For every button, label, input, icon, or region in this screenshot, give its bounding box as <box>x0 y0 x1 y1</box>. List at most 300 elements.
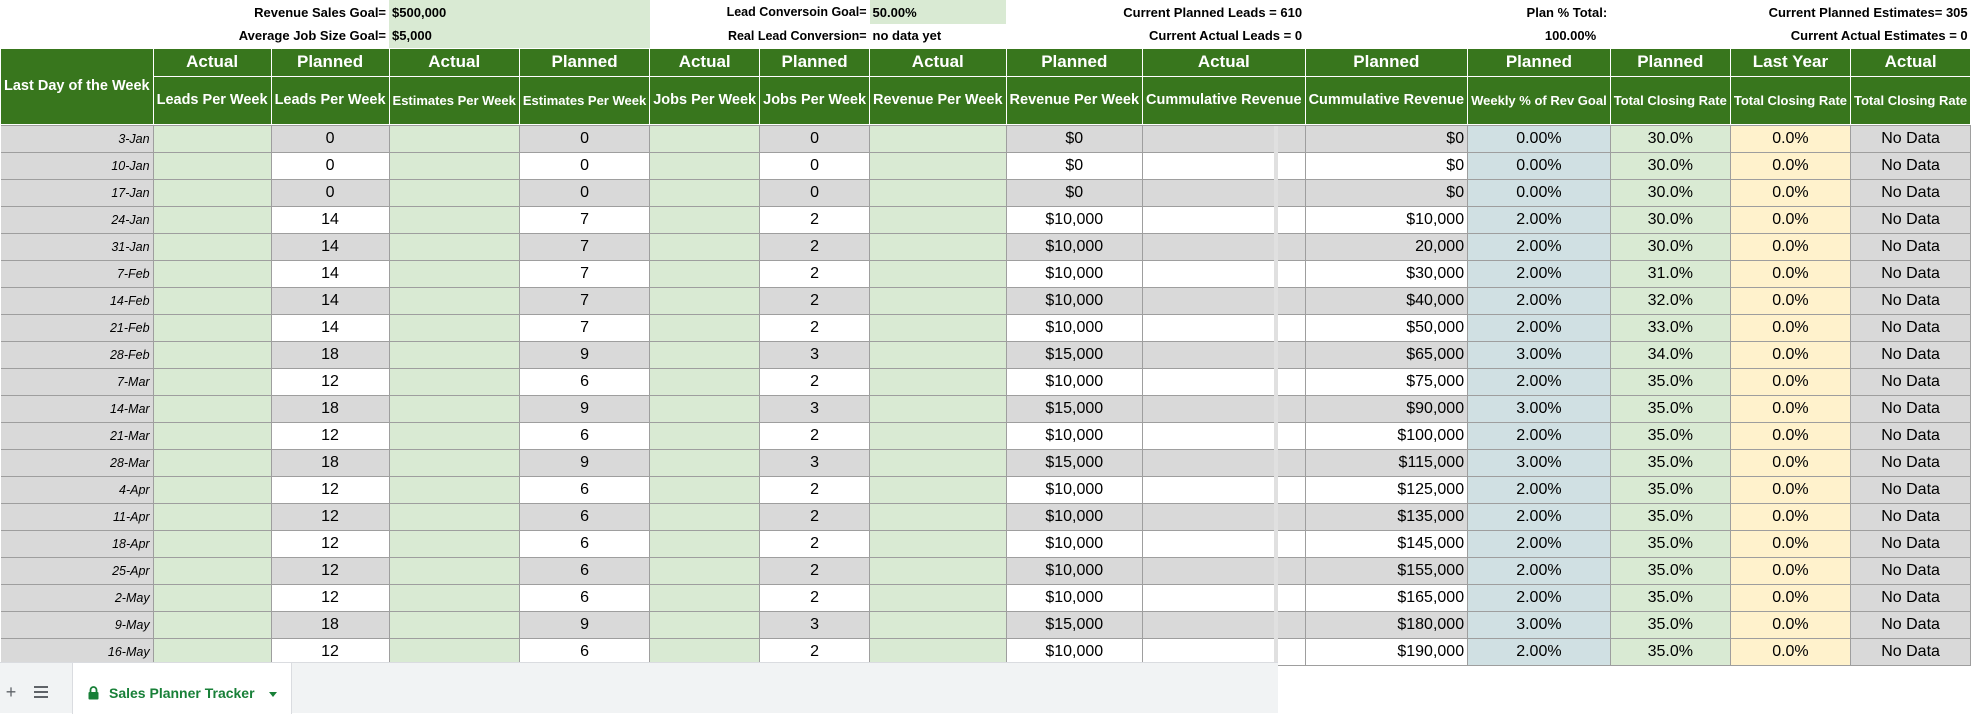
actual-closing-rate-cell[interactable]: No Data <box>1851 125 1971 152</box>
actual-jobs-cell[interactable] <box>650 233 760 260</box>
actual-closing-rate-cell[interactable]: No Data <box>1851 584 1971 611</box>
actual-revenue-cell[interactable] <box>870 395 1007 422</box>
weekly-pct-goal-cell[interactable]: 3.00% <box>1468 395 1611 422</box>
actual-revenue-cell[interactable] <box>870 476 1007 503</box>
actual-leads-cell[interactable] <box>153 179 271 206</box>
actual-revenue-cell[interactable] <box>870 125 1007 152</box>
planned-revenue-cell[interactable]: $0 <box>1006 152 1143 179</box>
planned-closing-rate-cell[interactable]: 35.0% <box>1610 584 1730 611</box>
actual-closing-rate-cell[interactable]: No Data <box>1851 611 1971 638</box>
actual-cumulative-revenue-cell[interactable] <box>1143 584 1306 611</box>
actual-revenue-cell[interactable] <box>870 260 1007 287</box>
planned-leads-cell[interactable]: 18 <box>271 611 389 638</box>
planned-leads-cell[interactable]: 0 <box>271 152 389 179</box>
actual-revenue-cell[interactable] <box>870 368 1007 395</box>
vertical-scrollbar[interactable] <box>1274 126 1278 662</box>
actual-cumulative-revenue-cell[interactable] <box>1143 638 1306 665</box>
actual-revenue-cell[interactable] <box>870 503 1007 530</box>
actual-leads-cell[interactable] <box>153 368 271 395</box>
actual-leads-cell[interactable] <box>153 314 271 341</box>
planned-closing-rate-cell[interactable]: 32.0% <box>1610 287 1730 314</box>
planned-cumulative-revenue-cell[interactable]: $65,000 <box>1305 341 1468 368</box>
actual-cumulative-revenue-cell[interactable] <box>1143 449 1306 476</box>
planned-leads-cell[interactable]: 12 <box>271 584 389 611</box>
planned-revenue-cell[interactable]: $0 <box>1006 125 1143 152</box>
real-lead-conversion-value: no data yet <box>872 28 942 44</box>
planned-leads-cell[interactable]: 0 <box>271 179 389 206</box>
planned-closing-rate-cell[interactable]: 35.0% <box>1610 422 1730 449</box>
caret-down-icon[interactable] <box>269 692 277 697</box>
weekly-pct-goal-cell[interactable]: 3.00% <box>1468 341 1611 368</box>
actual-jobs-cell[interactable] <box>650 638 760 665</box>
last-year-closing-rate-cell[interactable]: 0.0% <box>1730 611 1850 638</box>
planned-estimates-cell[interactable]: 7 <box>519 287 649 314</box>
planned-closing-rate-cell[interactable]: 30.0% <box>1610 179 1730 206</box>
planned-cumulative-revenue-cell[interactable]: $115,000 <box>1305 449 1468 476</box>
planned-closing-rate-cell[interactable]: 30.0% <box>1610 233 1730 260</box>
sheet-tab-sales-planner[interactable] <box>72 663 292 714</box>
planned-closing-rate-cell[interactable]: 30.0% <box>1610 152 1730 179</box>
actual-estimates-cell[interactable] <box>389 395 519 422</box>
actual-cumulative-revenue-cell[interactable] <box>1143 233 1306 260</box>
last-year-closing-rate-cell[interactable]: 0.0% <box>1730 557 1850 584</box>
actual-closing-rate-cell[interactable]: No Data <box>1851 341 1971 368</box>
last-year-closing-rate-cell[interactable]: 0.0% <box>1730 314 1850 341</box>
actual-leads-cell[interactable] <box>153 287 271 314</box>
actual-estimates-cell[interactable] <box>389 125 519 152</box>
actual-closing-rate-cell[interactable]: No Data <box>1851 206 1971 233</box>
planned-jobs-cell[interactable]: 2 <box>760 557 870 584</box>
planned-revenue-cell[interactable]: $10,000 <box>1006 287 1143 314</box>
actual-jobs-cell[interactable] <box>650 530 760 557</box>
actual-revenue-cell[interactable] <box>870 341 1007 368</box>
weekly-pct-goal-cell[interactable]: 0.00% <box>1468 125 1611 152</box>
actual-closing-rate-cell[interactable]: No Data <box>1851 233 1971 260</box>
actual-leads-cell[interactable] <box>153 530 271 557</box>
actual-revenue-cell[interactable] <box>870 557 1007 584</box>
planned-jobs-cell[interactable]: 0 <box>760 125 870 152</box>
actual-cumulative-revenue-cell[interactable] <box>1143 287 1306 314</box>
actual-jobs-cell[interactable] <box>650 152 760 179</box>
actual-jobs-cell[interactable] <box>650 260 760 287</box>
planned-jobs-cell[interactable]: 3 <box>760 449 870 476</box>
planned-revenue-cell[interactable]: $15,000 <box>1006 611 1143 638</box>
planned-closing-rate-cell[interactable]: 30.0% <box>1610 206 1730 233</box>
planned-leads-cell[interactable]: 12 <box>271 530 389 557</box>
planned-revenue-cell[interactable]: $10,000 <box>1006 476 1143 503</box>
planned-cumulative-revenue-cell[interactable]: $40,000 <box>1305 287 1468 314</box>
planned-jobs-cell[interactable]: 3 <box>760 611 870 638</box>
actual-revenue-cell[interactable] <box>870 233 1007 260</box>
actual-leads-total: Current Actual Leads = 0 <box>1149 28 1303 44</box>
planned-jobs-cell[interactable]: 3 <box>760 341 870 368</box>
actual-estimates-cell[interactable] <box>389 449 519 476</box>
planned-estimates-cell[interactable]: 7 <box>519 206 649 233</box>
weekly-pct-goal-cell[interactable]: 2.00% <box>1468 557 1611 584</box>
actual-jobs-cell[interactable] <box>650 125 760 152</box>
actual-closing-rate-cell[interactable]: No Data <box>1851 449 1971 476</box>
planned-cumulative-revenue-cell[interactable]: $135,000 <box>1305 503 1468 530</box>
planned-estimates-cell[interactable]: 6 <box>519 503 649 530</box>
actual-jobs-cell[interactable] <box>650 503 760 530</box>
last-year-closing-rate-cell[interactable]: 0.0% <box>1730 395 1850 422</box>
actual-jobs-cell[interactable] <box>650 314 760 341</box>
planned-jobs-cell[interactable]: 2 <box>760 476 870 503</box>
actual-leads-cell[interactable] <box>153 584 271 611</box>
actual-leads-cell[interactable] <box>153 206 271 233</box>
planned-jobs-cell[interactable]: 2 <box>760 638 870 665</box>
planned-revenue-cell[interactable]: $10,000 <box>1006 314 1143 341</box>
actual-revenue-cell[interactable] <box>870 179 1007 206</box>
week-date-cell: 10-Jan <box>1 152 154 179</box>
planned-jobs-cell[interactable]: 2 <box>760 314 870 341</box>
planned-jobs-cell[interactable]: 2 <box>760 287 870 314</box>
actual-leads-cell[interactable] <box>153 449 271 476</box>
planned-leads-cell[interactable]: 12 <box>271 557 389 584</box>
planned-jobs-cell[interactable]: 3 <box>760 395 870 422</box>
weekly-pct-goal-cell[interactable]: 3.00% <box>1468 611 1611 638</box>
col-header-1: Actual <box>870 48 1007 76</box>
actual-estimates-cell[interactable] <box>389 233 519 260</box>
planned-cumulative-revenue-cell[interactable]: $10,000 <box>1305 206 1468 233</box>
last-year-closing-rate-cell[interactable]: 0.0% <box>1730 368 1850 395</box>
actual-revenue-cell[interactable] <box>870 422 1007 449</box>
planned-jobs-cell[interactable]: 2 <box>760 530 870 557</box>
actual-estimates-cell[interactable] <box>389 206 519 233</box>
actual-leads-cell[interactable] <box>153 233 271 260</box>
planned-leads-cell[interactable]: 12 <box>271 503 389 530</box>
actual-cumulative-revenue-cell[interactable] <box>1143 503 1306 530</box>
actual-revenue-cell[interactable] <box>870 611 1007 638</box>
actual-closing-rate-cell[interactable]: No Data <box>1851 503 1971 530</box>
last-year-closing-rate-cell[interactable]: 0.0% <box>1730 260 1850 287</box>
planned-closing-rate-cell[interactable]: 30.0% <box>1610 125 1730 152</box>
planned-cumulative-revenue-cell[interactable]: $180,000 <box>1305 611 1468 638</box>
last-year-closing-rate-cell[interactable]: 0.0% <box>1730 584 1850 611</box>
weekly-pct-goal-cell[interactable]: 2.00% <box>1468 260 1611 287</box>
planned-closing-rate-cell[interactable]: 34.0% <box>1610 341 1730 368</box>
avg-job-size-value[interactable]: $5,000 <box>389 24 650 48</box>
actual-estimates-cell[interactable] <box>389 368 519 395</box>
sheet-tab-label: Sales Planner Tracker <box>109 685 255 701</box>
planned-estimates-cell[interactable]: 6 <box>519 476 649 503</box>
planned-estimates-cell[interactable]: 0 <box>519 152 649 179</box>
actual-closing-rate-cell[interactable]: No Data <box>1851 179 1971 206</box>
planned-closing-rate-cell[interactable]: 35.0% <box>1610 611 1730 638</box>
actual-estimates-total: Current Actual Estimates = 0 <box>1790 28 1968 44</box>
last-year-closing-rate-cell[interactable]: 0.0% <box>1730 125 1850 152</box>
actual-jobs-cell[interactable] <box>650 341 760 368</box>
col-header-2: Leads Per Week <box>271 76 389 124</box>
actual-closing-rate-cell[interactable]: No Data <box>1851 368 1971 395</box>
planned-leads-cell[interactable]: 14 <box>271 260 389 287</box>
weekly-pct-goal-cell[interactable]: 0.00% <box>1468 179 1611 206</box>
weekly-pct-goal-cell[interactable]: 2.00% <box>1468 422 1611 449</box>
actual-jobs-cell[interactable] <box>650 449 760 476</box>
planned-cumulative-revenue-cell[interactable]: $190,000 <box>1305 638 1468 665</box>
planned-closing-rate-cell[interactable]: 33.0% <box>1610 314 1730 341</box>
planned-revenue-cell[interactable]: $10,000 <box>1006 530 1143 557</box>
last-year-closing-rate-cell[interactable]: 0.0% <box>1730 422 1850 449</box>
last-year-closing-rate-cell[interactable]: 0.0% <box>1730 233 1850 260</box>
weekly-pct-goal-cell[interactable]: 2.00% <box>1468 314 1611 341</box>
actual-leads-cell[interactable] <box>153 422 271 449</box>
weekly-pct-goal-cell[interactable]: 0.00% <box>1468 152 1611 179</box>
actual-closing-rate-cell[interactable]: No Data <box>1851 557 1971 584</box>
actual-closing-rate-cell[interactable]: No Data <box>1851 260 1971 287</box>
planned-revenue-cell[interactable]: $10,000 <box>1006 233 1143 260</box>
planned-revenue-cell[interactable]: $0 <box>1006 179 1143 206</box>
weekly-pct-goal-cell[interactable]: 2.00% <box>1468 584 1611 611</box>
planned-estimates-cell[interactable]: 9 <box>519 611 649 638</box>
planned-revenue-cell[interactable]: $15,000 <box>1006 341 1143 368</box>
actual-jobs-cell[interactable] <box>650 179 760 206</box>
planned-leads-cell[interactable]: 14 <box>271 206 389 233</box>
planned-jobs-cell[interactable]: 2 <box>760 260 870 287</box>
weekly-pct-goal-cell[interactable]: 2.00% <box>1468 287 1611 314</box>
actual-cumulative-revenue-cell[interactable] <box>1143 260 1306 287</box>
planned-revenue-cell[interactable]: $10,000 <box>1006 368 1143 395</box>
planned-jobs-cell[interactable]: 2 <box>760 503 870 530</box>
actual-cumulative-revenue-cell[interactable] <box>1143 179 1306 206</box>
actual-estimates-cell[interactable] <box>389 287 519 314</box>
actual-revenue-cell[interactable] <box>870 638 1007 665</box>
actual-revenue-cell[interactable] <box>870 584 1007 611</box>
planned-cumulative-revenue-cell[interactable]: $145,000 <box>1305 530 1468 557</box>
actual-estimates-cell[interactable] <box>389 179 519 206</box>
planned-estimates-cell[interactable]: 6 <box>519 368 649 395</box>
actual-cumulative-revenue-cell[interactable] <box>1143 152 1306 179</box>
actual-leads-cell[interactable] <box>153 395 271 422</box>
actual-cumulative-revenue-cell[interactable] <box>1143 476 1306 503</box>
planned-leads-cell[interactable]: 12 <box>271 368 389 395</box>
planned-cumulative-revenue-cell[interactable]: $165,000 <box>1305 584 1468 611</box>
planned-leads-cell[interactable]: 12 <box>271 422 389 449</box>
actual-estimates-cell[interactable] <box>389 314 519 341</box>
planned-revenue-cell[interactable]: $10,000 <box>1006 422 1143 449</box>
planned-closing-rate-cell[interactable]: 35.0% <box>1610 395 1730 422</box>
planned-estimates-cell[interactable]: 6 <box>519 638 649 665</box>
actual-leads-cell[interactable] <box>153 503 271 530</box>
actual-closing-rate-cell[interactable]: No Data <box>1851 476 1971 503</box>
planned-cumulative-revenue-cell[interactable]: $0 <box>1305 179 1468 206</box>
planned-revenue-cell[interactable]: $10,000 <box>1006 638 1143 665</box>
planned-estimates-cell[interactable]: 9 <box>519 395 649 422</box>
plus-icon[interactable]: + <box>5 682 17 702</box>
planned-cumulative-revenue-cell[interactable]: $50,000 <box>1305 314 1468 341</box>
actual-closing-rate-cell[interactable]: No Data <box>1851 638 1971 665</box>
last-year-closing-rate-cell[interactable]: 0.0% <box>1730 287 1850 314</box>
planned-cumulative-revenue-cell[interactable]: $100,000 <box>1305 422 1468 449</box>
weekly-pct-goal-cell[interactable]: 2.00% <box>1468 503 1611 530</box>
planned-revenue-cell[interactable]: $10,000 <box>1006 206 1143 233</box>
planned-closing-rate-cell[interactable]: 35.0% <box>1610 449 1730 476</box>
planned-leads-cell[interactable]: 12 <box>271 638 389 665</box>
planned-leads-cell[interactable]: 14 <box>271 233 389 260</box>
actual-estimates-cell[interactable] <box>389 152 519 179</box>
planned-jobs-cell[interactable]: 2 <box>760 368 870 395</box>
actual-estimates-cell[interactable] <box>389 503 519 530</box>
planned-revenue-cell[interactable]: $10,000 <box>1006 584 1143 611</box>
planned-estimates-cell[interactable]: 6 <box>519 530 649 557</box>
actual-jobs-cell[interactable] <box>650 206 760 233</box>
actual-leads-cell[interactable] <box>153 260 271 287</box>
actual-leads-cell[interactable] <box>153 557 271 584</box>
planned-closing-rate-cell[interactable]: 35.0% <box>1610 503 1730 530</box>
actual-estimates-cell[interactable] <box>389 422 519 449</box>
last-year-closing-rate-cell[interactable]: 0.0% <box>1730 206 1850 233</box>
actual-jobs-cell[interactable] <box>650 395 760 422</box>
weekly-pct-goal-cell[interactable]: 3.00% <box>1468 449 1611 476</box>
last-year-closing-rate-cell[interactable]: 0.0% <box>1730 449 1850 476</box>
actual-revenue-cell[interactable] <box>870 287 1007 314</box>
last-year-closing-rate-cell[interactable]: 0.0% <box>1730 152 1850 179</box>
actual-closing-rate-cell[interactable]: No Data <box>1851 314 1971 341</box>
planned-cumulative-revenue-cell[interactable]: $155,000 <box>1305 557 1468 584</box>
actual-leads-cell[interactable] <box>153 611 271 638</box>
planned-estimates-cell[interactable]: 6 <box>519 584 649 611</box>
last-year-closing-rate-cell[interactable]: 0.0% <box>1730 341 1850 368</box>
actual-estimates-cell[interactable] <box>389 341 519 368</box>
actual-leads-cell[interactable] <box>153 476 271 503</box>
actual-leads-cell[interactable] <box>153 125 271 152</box>
actual-jobs-cell[interactable] <box>650 368 760 395</box>
actual-jobs-cell[interactable] <box>650 584 760 611</box>
actual-cumulative-revenue-cell[interactable] <box>1143 557 1306 584</box>
plan-total-label: Plan % Total: <box>1526 4 1608 20</box>
actual-estimates-cell[interactable] <box>389 530 519 557</box>
actual-closing-rate-cell[interactable]: No Data <box>1851 287 1971 314</box>
actual-revenue-cell[interactable] <box>870 449 1007 476</box>
last-year-closing-rate-cell[interactable]: 0.0% <box>1730 503 1850 530</box>
actual-estimates-cell[interactable] <box>389 260 519 287</box>
week-date-cell: 9-May <box>1 611 154 638</box>
actual-cumulative-revenue-cell[interactable] <box>1143 395 1306 422</box>
weekly-pct-goal-cell[interactable]: 2.00% <box>1468 638 1611 665</box>
planned-cumulative-revenue-cell[interactable]: $90,000 <box>1305 395 1468 422</box>
actual-revenue-cell[interactable] <box>870 314 1007 341</box>
actual-revenue-cell[interactable] <box>870 206 1007 233</box>
planned-jobs-cell[interactable]: 2 <box>760 233 870 260</box>
planned-leads-cell[interactable]: 18 <box>271 449 389 476</box>
week-date-cell: 14-Feb <box>1 287 154 314</box>
planned-leads-cell[interactable]: 14 <box>271 287 389 314</box>
planned-cumulative-revenue-cell[interactable]: $0 <box>1305 125 1468 152</box>
planned-jobs-cell[interactable]: 0 <box>760 152 870 179</box>
planned-revenue-cell[interactable]: $10,000 <box>1006 503 1143 530</box>
plan-total-value: 100.00% <box>1544 28 1597 44</box>
planned-revenue-cell[interactable]: $15,000 <box>1006 395 1143 422</box>
planned-jobs-cell[interactable]: 2 <box>760 584 870 611</box>
planned-cumulative-revenue-cell[interactable]: $75,000 <box>1305 368 1468 395</box>
planned-estimates-cell[interactable]: 6 <box>519 557 649 584</box>
actual-leads-cell[interactable] <box>153 152 271 179</box>
planned-cumulative-revenue-cell[interactable]: $30,000 <box>1305 260 1468 287</box>
actual-jobs-cell[interactable] <box>650 422 760 449</box>
planned-closing-rate-cell[interactable]: 31.0% <box>1610 260 1730 287</box>
planned-cumulative-revenue-cell[interactable]: 20,000 <box>1305 233 1468 260</box>
planned-estimates-cell[interactable]: 7 <box>519 260 649 287</box>
actual-closing-rate-cell[interactable]: No Data <box>1851 530 1971 557</box>
planned-estimates-cell[interactable]: 0 <box>519 179 649 206</box>
planned-leads-cell[interactable]: 18 <box>271 341 389 368</box>
planned-leads-cell[interactable]: 14 <box>271 314 389 341</box>
planned-closing-rate-cell[interactable]: 35.0% <box>1610 476 1730 503</box>
menu-icon[interactable] <box>34 686 48 698</box>
planned-cumulative-revenue-cell[interactable]: $0 <box>1305 152 1468 179</box>
revenue-goal-value[interactable]: $500,000 <box>389 0 650 24</box>
last-year-closing-rate-cell[interactable]: 0.0% <box>1730 638 1850 665</box>
actual-closing-rate-cell[interactable]: No Data <box>1851 395 1971 422</box>
planned-leads-cell[interactable]: 0 <box>271 125 389 152</box>
actual-estimates-cell[interactable] <box>389 584 519 611</box>
last-year-closing-rate-cell[interactable]: 0.0% <box>1730 476 1850 503</box>
actual-jobs-cell[interactable] <box>650 287 760 314</box>
planned-estimates-cell[interactable]: 7 <box>519 314 649 341</box>
planned-closing-rate-cell[interactable]: 35.0% <box>1610 557 1730 584</box>
week-date-cell: 11-Apr <box>1 503 154 530</box>
actual-cumulative-revenue-cell[interactable] <box>1143 206 1306 233</box>
weekly-pct-goal-cell[interactable]: 2.00% <box>1468 476 1611 503</box>
planned-estimates-cell[interactable]: 6 <box>519 422 649 449</box>
actual-cumulative-revenue-cell[interactable] <box>1143 530 1306 557</box>
actual-closing-rate-cell[interactable]: No Data <box>1851 152 1971 179</box>
last-year-closing-rate-cell[interactable]: 0.0% <box>1730 179 1850 206</box>
last-year-closing-rate-cell[interactable]: 0.0% <box>1730 530 1850 557</box>
actual-estimates-cell[interactable] <box>389 557 519 584</box>
lead-conversion-goal-value[interactable]: 50.00% <box>870 0 1007 24</box>
weekly-pct-goal-cell[interactable]: 2.00% <box>1468 233 1611 260</box>
actual-jobs-cell[interactable] <box>650 611 760 638</box>
planned-jobs-cell[interactable]: 0 <box>760 179 870 206</box>
actual-estimates-cell[interactable] <box>389 638 519 665</box>
planned-closing-rate-cell[interactable]: 35.0% <box>1610 368 1730 395</box>
actual-jobs-cell[interactable] <box>650 476 760 503</box>
planned-estimates-cell[interactable]: 9 <box>519 341 649 368</box>
actual-cumulative-revenue-cell[interactable] <box>1143 125 1306 152</box>
planned-revenue-cell[interactable]: $10,000 <box>1006 557 1143 584</box>
planned-revenue-cell[interactable]: $15,000 <box>1006 449 1143 476</box>
weekly-pct-goal-cell[interactable]: 2.00% <box>1468 530 1611 557</box>
actual-cumulative-revenue-cell[interactable] <box>1143 341 1306 368</box>
planned-jobs-cell[interactable]: 2 <box>760 206 870 233</box>
actual-closing-rate-cell[interactable]: No Data <box>1851 422 1971 449</box>
planned-leads-cell[interactable]: 12 <box>271 476 389 503</box>
actual-cumulative-revenue-cell[interactable] <box>1143 368 1306 395</box>
planned-estimates-cell[interactable]: 0 <box>519 125 649 152</box>
planned-closing-rate-cell[interactable]: 35.0% <box>1610 530 1730 557</box>
actual-estimates-cell[interactable] <box>389 611 519 638</box>
weekly-pct-goal-cell[interactable]: 2.00% <box>1468 206 1611 233</box>
weekly-pct-goal-cell[interactable]: 2.00% <box>1468 368 1611 395</box>
actual-revenue-cell[interactable] <box>870 530 1007 557</box>
planned-revenue-cell[interactable]: $10,000 <box>1006 260 1143 287</box>
actual-cumulative-revenue-cell[interactable] <box>1143 611 1306 638</box>
planned-estimates-cell[interactable]: 7 <box>519 233 649 260</box>
planned-cumulative-revenue-cell[interactable]: $125,000 <box>1305 476 1468 503</box>
actual-leads-cell[interactable] <box>153 341 271 368</box>
actual-leads-cell[interactable] <box>153 638 271 665</box>
planned-estimates-cell[interactable]: 9 <box>519 449 649 476</box>
actual-cumulative-revenue-cell[interactable] <box>1143 314 1306 341</box>
planned-jobs-cell[interactable]: 2 <box>760 422 870 449</box>
planned-closing-rate-cell[interactable]: 35.0% <box>1610 638 1730 665</box>
planned-leads-cell[interactable]: 18 <box>271 395 389 422</box>
actual-estimates-cell[interactable] <box>389 476 519 503</box>
actual-jobs-cell[interactable] <box>650 557 760 584</box>
actual-revenue-cell[interactable] <box>870 152 1007 179</box>
actual-cumulative-revenue-cell[interactable] <box>1143 422 1306 449</box>
